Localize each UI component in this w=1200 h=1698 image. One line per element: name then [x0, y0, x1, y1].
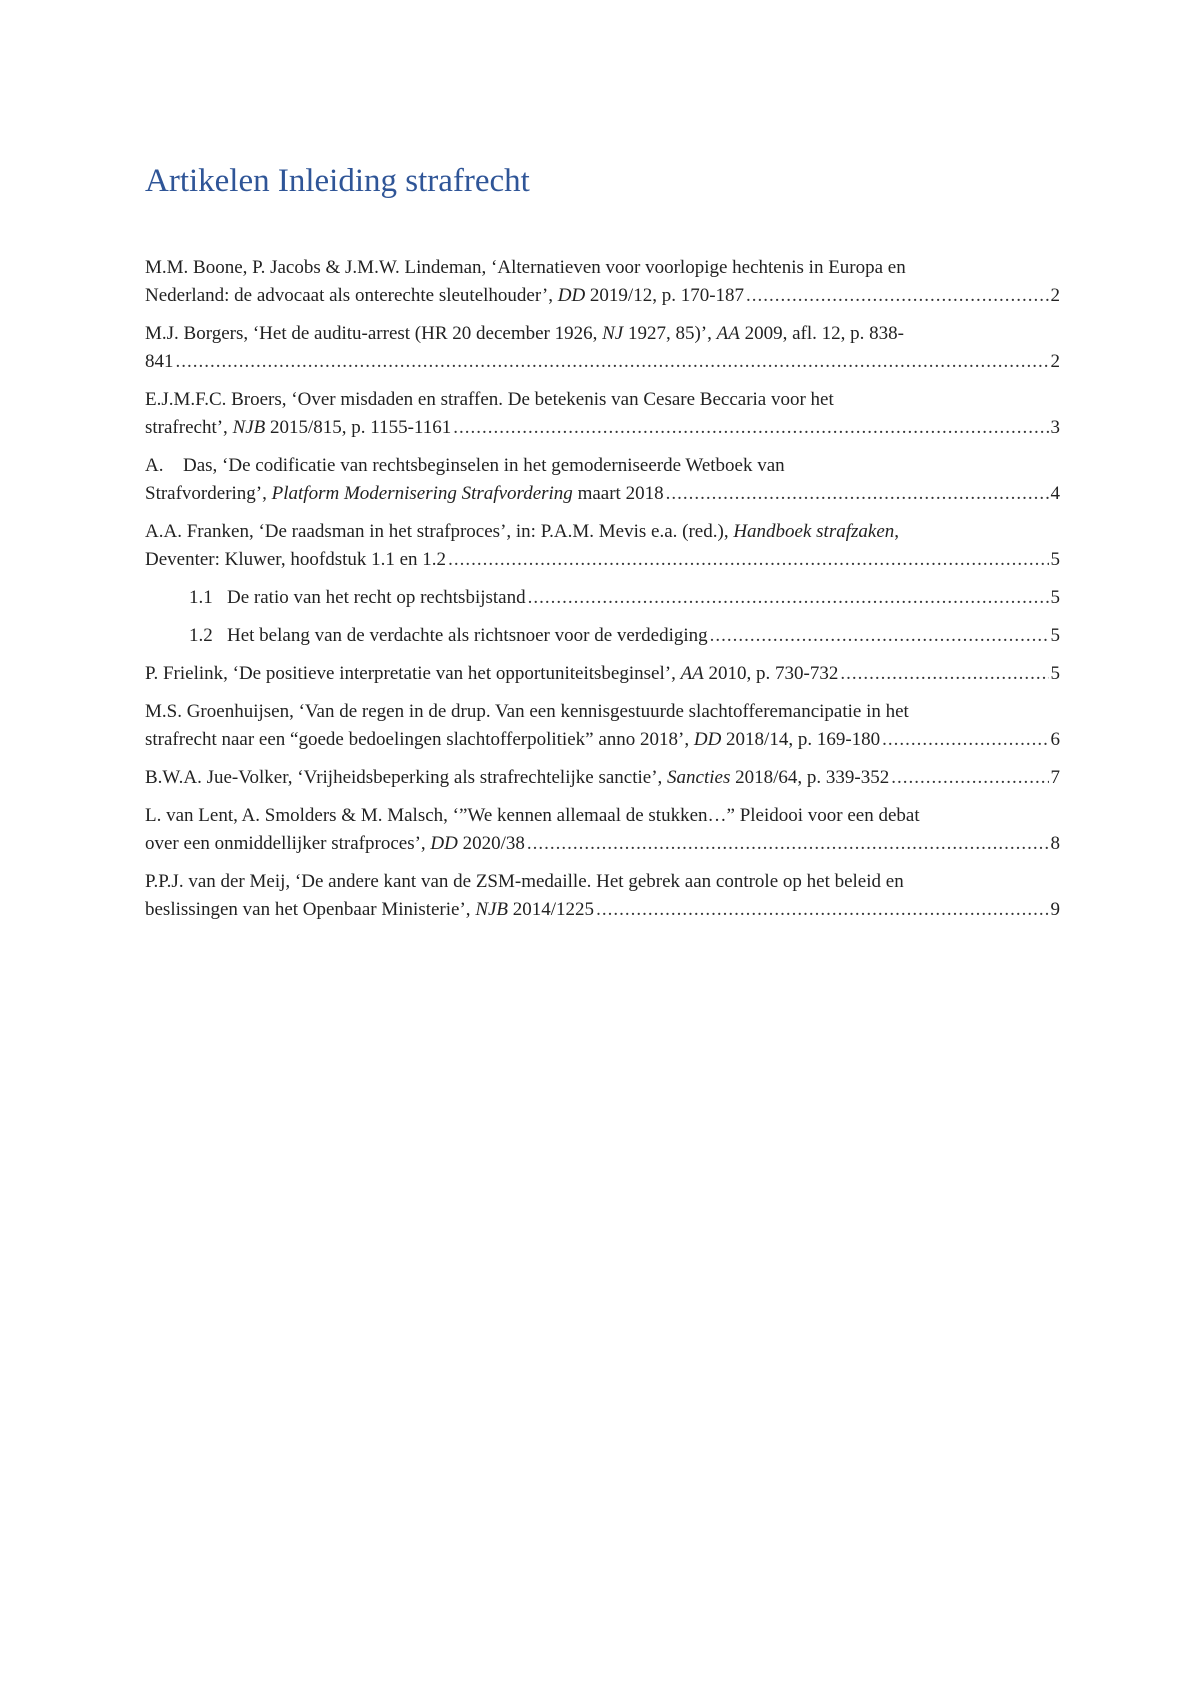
journal-name: Handboek strafzaken	[733, 521, 895, 542]
journal-name: NJB	[475, 899, 509, 920]
entry-text-part: 2018/64, p. 339-352	[730, 767, 890, 788]
entry-text	[145, 726, 880, 754]
entry-text-line2	[145, 764, 1060, 792]
toc-entry-van-lent[interactable]	[145, 802, 1060, 858]
entry-text-part: Het belang van de verdachte als richtsnoer voor de verdediging	[227, 625, 708, 646]
page-number: 8	[1050, 833, 1060, 854]
entry-text-part: A.A. Franken, ‘De raadsman in het strafproces’, in: P.A.M. Mevis e.a. (red.),	[145, 521, 734, 542]
page-number: 3	[1050, 417, 1060, 438]
dot-leader	[710, 622, 1049, 650]
entry-text-line2	[145, 830, 1060, 858]
toc-entry-boone[interactable]	[145, 254, 1060, 310]
table-of-contents	[145, 254, 1060, 934]
dot-leader	[666, 480, 1049, 508]
entry-text-line1: P.P.J. van der Meij, ‘De andere kant van de ZSM-medaille. Het gebrek aan controle op het beleid en	[145, 871, 904, 892]
entry-text	[145, 764, 889, 792]
entry-text-line1	[145, 320, 1060, 348]
entry-text-line1: M.M. Boone, P. Jacobs & J.M.W. Lindeman, ‘Alternatieven voor voorlopige hechtenis in Europa en	[145, 257, 906, 278]
page-number: 2	[1050, 285, 1060, 306]
entry-text	[145, 414, 451, 442]
entry-text-part: Nederland: de advocaat als onterechte sleutelhouder’,	[145, 285, 558, 306]
dot-leader	[840, 660, 1048, 688]
entry-text-line1: M.S. Groenhuijsen, ‘Van de regen in de drup. Van een kennisgestuurde slachtofferemancipatie in het	[145, 701, 909, 722]
page-number: 6	[1050, 729, 1060, 750]
entry-text-line2	[145, 660, 1060, 688]
page-number: 4	[1050, 483, 1060, 504]
journal-name: AA	[716, 323, 740, 344]
entry-text: Deventer: Kluwer, hoofdstuk 1.1 en 1.2	[145, 549, 447, 570]
entry-text-line2	[189, 622, 1060, 650]
page-number: 5	[1050, 549, 1060, 570]
entry-text-line2	[145, 546, 1060, 574]
toc-entry-van-der-meij[interactable]	[145, 868, 1060, 924]
entry-text-part: ,	[894, 521, 900, 542]
entry-text-line1	[145, 518, 1060, 546]
entry-text	[189, 622, 708, 650]
entry-text-part: 2014/1225	[508, 899, 595, 920]
journal-name: Sancties	[667, 767, 731, 788]
section-number: 1.1	[189, 587, 213, 608]
page-number: 9	[1050, 899, 1060, 920]
entry-text-part: 2019/12, p. 170-187	[585, 285, 745, 306]
dot-leader	[448, 546, 1048, 574]
entry-text	[145, 896, 594, 924]
entry-text-part: over een onmiddellijker strafproces’,	[145, 833, 431, 854]
toc-subentry-1-2[interactable]	[145, 622, 1060, 650]
toc-entry-das[interactable]	[145, 452, 1060, 508]
toc-entry-jue-volker[interactable]	[145, 764, 1060, 792]
entry-text-line2	[145, 282, 1060, 310]
journal-name: DD	[693, 729, 722, 750]
entry-text-line2	[145, 480, 1060, 508]
dot-leader	[528, 584, 1049, 612]
entry-initial: A.	[145, 455, 164, 476]
entry-text-part: 2015/815, p. 1155-1161	[265, 417, 452, 438]
toc-entry-groenhuijsen[interactable]	[145, 698, 1060, 754]
journal-name: NJ	[602, 323, 624, 344]
entry-text-part: strafrecht naar een “goede bedoelingen slachtofferpolitiek” anno 2018’,	[145, 729, 694, 750]
entry-text-line1: E.J.M.F.C. Broers, ‘Over misdaden en straffen. De betekenis van Cesare Beccaria voor het	[145, 389, 834, 410]
dot-leader	[527, 830, 1049, 858]
page-title: Artikelen Inleiding strafrecht	[145, 163, 530, 199]
entry-text-part: maart 2018	[572, 483, 664, 504]
entry-text-part: 1927, 85)’,	[623, 323, 717, 344]
entry-text-part: B.W.A. Jue-Volker, ‘Vrijheidsbeperking als strafrechtelijke sanctie’,	[145, 767, 668, 788]
entry-text-part: P. Frielink, ‘De positieve interpretatie van het opportuniteitsbeginsel’,	[145, 663, 681, 684]
entry-text	[145, 282, 744, 310]
page-number: 5	[1050, 587, 1060, 608]
toc-entry-frielink[interactable]	[145, 660, 1060, 688]
entry-text	[189, 584, 526, 612]
entry-text-line2	[145, 414, 1060, 442]
dot-leader	[891, 764, 1048, 792]
entry-text-part: De ratio van het recht op rechtsbijstand	[227, 587, 526, 608]
entry-text: 841	[145, 351, 174, 372]
journal-name: DD	[557, 285, 586, 306]
entry-text-part: 2020/38	[457, 833, 525, 854]
journal-name: DD	[430, 833, 458, 854]
page-number: 7	[1050, 767, 1060, 788]
entry-text-line2	[189, 584, 1060, 612]
dot-leader	[176, 348, 1049, 376]
page-number: 2	[1050, 351, 1060, 372]
entry-text-part: 2018/14, p. 169-180	[721, 729, 881, 750]
section-number: 1.2	[189, 625, 213, 646]
entry-text-line1: L. van Lent, A. Smolders & M. Malsch, ‘”We kennen allemaal de stukken…” Pleidooi voor een debat	[145, 805, 920, 826]
dot-leader	[882, 726, 1048, 754]
journal-name: NJB	[232, 417, 266, 438]
toc-entry-broers[interactable]	[145, 386, 1060, 442]
dot-leader	[453, 414, 1048, 442]
entry-text	[145, 480, 664, 508]
entry-text-part: 2009, afl. 12, p. 838-	[739, 323, 904, 344]
entry-text-part: M.J. Borgers, ‘Het de auditu-arrest (HR 20 december 1926,	[145, 323, 603, 344]
dot-leader	[746, 282, 1048, 310]
entry-text-line1	[145, 452, 1060, 480]
entry-text-line2	[145, 348, 1060, 376]
toc-entry-borgers[interactable]	[145, 320, 1060, 376]
page-number: 5	[1050, 625, 1060, 646]
page-number: 5	[1050, 663, 1060, 684]
entry-text-line2	[145, 896, 1060, 924]
entry-text-part: Das, ‘De codificatie van rechtsbeginselen in het gemoderniseerde Wetboek van	[183, 455, 785, 476]
journal-name: AA	[680, 663, 704, 684]
entry-text-line2	[145, 726, 1060, 754]
toc-entry-franken[interactable]	[145, 518, 1060, 574]
journal-name: Platform Modernisering Strafvordering	[271, 483, 573, 504]
dot-leader	[596, 896, 1048, 924]
entry-text-part: strafrecht’,	[145, 417, 233, 438]
entry-text-part: 2010, p. 730-732	[703, 663, 839, 684]
entry-text	[145, 830, 525, 858]
toc-subentry-1-1[interactable]	[145, 584, 1060, 612]
entry-text-part: Strafvordering’,	[145, 483, 272, 504]
entry-text	[145, 660, 838, 688]
entry-text-part: beslissingen van het Openbaar Ministerie’,	[145, 899, 476, 920]
